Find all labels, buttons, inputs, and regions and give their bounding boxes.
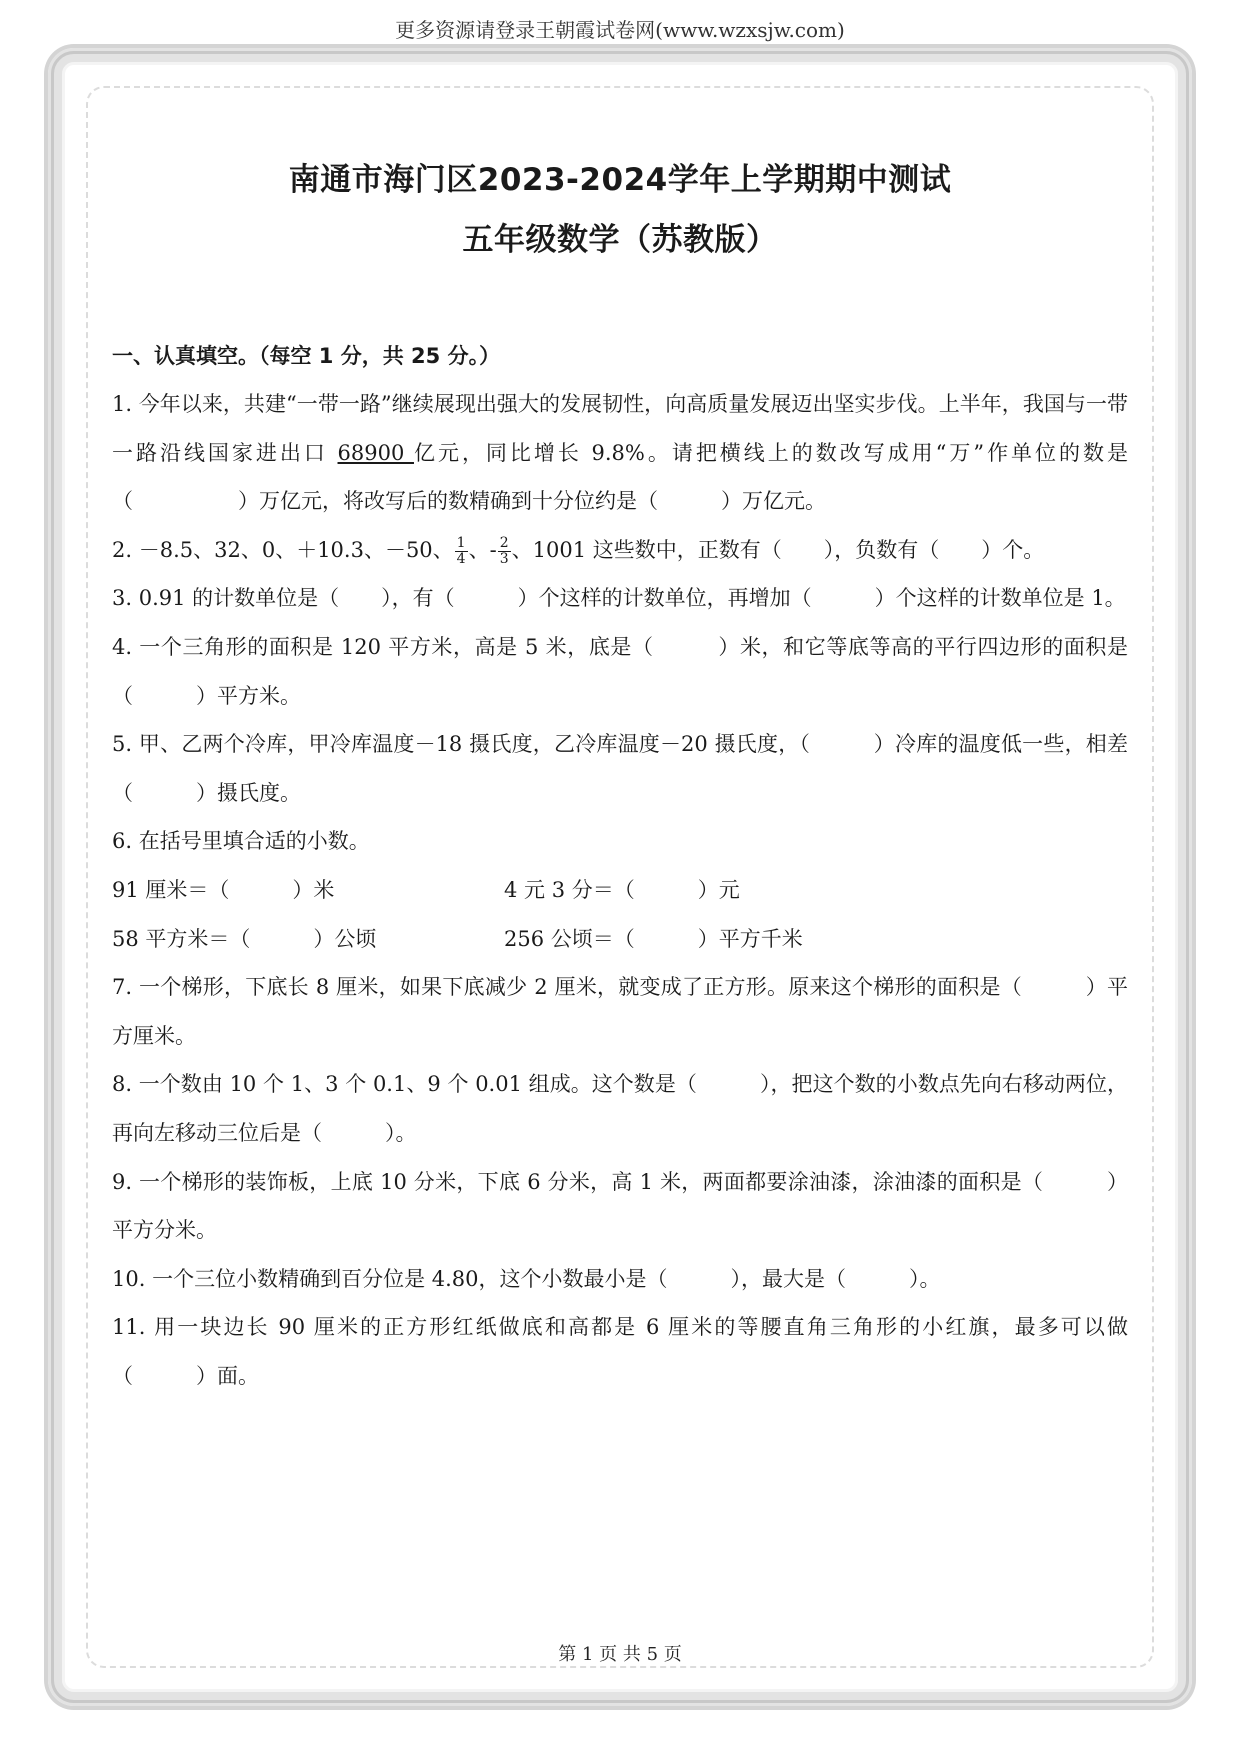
question-6-item: 58 平方米＝（ ）公顷 xyxy=(112,926,377,951)
section-heading-fill-in: 一、认真填空。（每空 1 分，共 25 分。） xyxy=(112,344,501,368)
question-8: 8. 一个数由 10 个 1、3 个 0.1、9 个 0.01 组成。这个数是（ ），把这个数的小数点先向右移动两位，再向左移动三位后是（ ）。 xyxy=(112,1072,1128,1145)
question-1-underlined-number: 68900 xyxy=(337,440,414,465)
question-2 xyxy=(112,526,1128,575)
fraction-numerator: 2 xyxy=(499,534,509,551)
fraction-denominator: 4 xyxy=(456,550,466,567)
fraction-numerator: 1 xyxy=(456,534,466,551)
question-6-item: 91 厘米＝（ ）米 xyxy=(112,877,335,902)
exam-subtitle: 五年级数学（苏教版） xyxy=(462,222,778,258)
exam-content xyxy=(112,150,1128,1400)
question-6-row-2 xyxy=(112,915,1128,964)
question-10: 10. 一个三位小数精确到百分位是 4.80，这个小数最小是（ ），最大是（ ）。 xyxy=(112,1266,941,1291)
question-2-separator: 、- xyxy=(468,537,497,562)
question-11: 11. 用一块边长 90 厘米的正方形红纸做底和高都是 6 厘米的等腰直角三角形的小红旗，最多可以做（ ）面。 xyxy=(112,1315,1128,1388)
question-1 xyxy=(112,380,1128,526)
question-6: 6. 在括号里填合适的小数。 xyxy=(112,829,370,854)
question-3: 3. 0.91 的计数单位是（ ），有（ ）个这样的计数单位，再增加（ ）个这样的计数单位是 1。 xyxy=(112,586,1126,611)
fraction-denominator: 3 xyxy=(499,550,509,567)
question-6-row-1 xyxy=(112,866,1128,915)
question-5: 5. 甲、乙两个冷库，甲冷库温度－18 摄氏度，乙冷库温度－20 摄氏度，（ ）冷库的温度低一些，相差（ ）摄氏度。 xyxy=(112,732,1128,805)
question-1-text-a: 1. 今年以来，共建“一带一路”继续展现出强大的发展韧性，向高质量发展迈出坚实步伐。上半年，我国与一带一路沿线国家进出口 xyxy=(112,392,1128,465)
question-9: 9. 一个梯形的装饰板，上底 10 分米，下底 6 分米，高 1 米，两面都要涂油漆，涂油漆的面积是（ ）平方分米。 xyxy=(112,1169,1128,1243)
question-6-item: 4 元 3 分＝（ ）元 xyxy=(504,877,740,902)
fraction-two-thirds xyxy=(498,536,511,567)
question-2-text-a: 2. －8.5、32、0、＋10.3、－50、 xyxy=(112,537,454,562)
question-1-text-b: 亿元，同比增长 9.8%。请把横线上的数改写成用“万”作单位的数是（ ）万亿元，将改写后的数精确到十分位约是（ ）万亿元。 xyxy=(112,440,1128,514)
page-number: 第 1 页 共 5 页 xyxy=(558,1644,682,1665)
question-7: 7. 一个梯形，下底长 8 厘米，如果下底减少 2 厘米，就变成了正方形。原来这个梯形的面积是（ ）平方厘米。 xyxy=(112,975,1128,1048)
question-4: 4. 一个三角形的面积是 120 平方米，高是 5 米，底是（ ）米，和它等底等高的平行四边形的面积是（ ）平方米。 xyxy=(112,634,1128,708)
site-banner: 更多资源请登录王朝霞试卷网(www.wzxsjw.com) xyxy=(395,18,845,42)
exam-title: 南通市海门区2023-2024学年上学期期中测试 xyxy=(288,162,952,198)
question-6-item: 256 公顷＝（ ）平方千米 xyxy=(504,926,803,951)
question-2-text-b: 、1001 这些数中，正数有（ ），负数有（ ）个。 xyxy=(511,537,1045,562)
fraction-one-quarter xyxy=(455,536,468,567)
